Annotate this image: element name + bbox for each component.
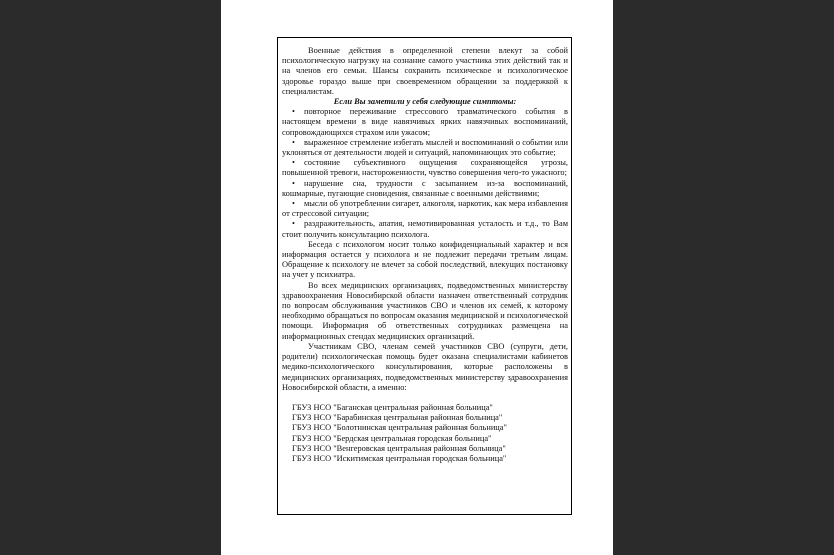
bullet-icon: • bbox=[292, 219, 295, 229]
hospital-item: ГБУЗ НСО "Баганская центральная районная больница" bbox=[292, 402, 493, 412]
symptom-text: выраженное стремление избегать мыслей и воспоминаний о событии или уклоняться от деятельности людей и ситуаций, напоминающих это событие; bbox=[282, 137, 568, 158]
list-item bbox=[282, 107, 568, 138]
list-item bbox=[282, 199, 568, 219]
hospital-item: ГБУЗ НСО "Барабинская центральная районная больница" bbox=[292, 413, 503, 423]
confidentiality-paragraph: Беседа с психологом носит только конфиденциальный характер и вся информация остается у психолога и не подлежит передачи третьим лицам. Обращение к психологу не влечет за собой последствий, влекущих постановку на учет у психиатра. bbox=[282, 239, 568, 280]
symptoms-list bbox=[282, 107, 568, 240]
bullet-icon: • bbox=[292, 137, 295, 147]
hospital-list bbox=[282, 403, 568, 464]
list-item bbox=[282, 219, 568, 239]
responsible-staff-paragraph: Во всех медицинских организациях, подведомственных министерству здравоохранения Новосибирской области назначен ответственный сотрудник по вопросам обслуживания участников СВО и членов их семей, к которому необходимо обращаться по вопросам оказания медицинской и психологической помощи. Информация об ответственных сотрудниках размещена на информационных стендах медицинских организаций. bbox=[282, 280, 568, 341]
symptom-text: повторное переживание стрессового травматического события в настоящем времени в виде навязчивых ярких навязчивых воспоминаний, сопровождающихся страхом или ужасом; bbox=[282, 107, 568, 137]
list-item bbox=[282, 179, 568, 199]
bullet-icon: • bbox=[292, 158, 295, 168]
symptom-text: мысли об употреблении сигарет, алкоголя, наркотик, как мера избавления от стрессовой ситуации; bbox=[282, 199, 568, 219]
list-item bbox=[282, 158, 568, 178]
symptom-text: раздражительность, апатия, немотивированная усталость и т.д., то Вам стоит получить консультацию психолога. bbox=[282, 219, 568, 239]
symptoms-heading: Если Вы заметили у себя следующие симптомы: bbox=[333, 97, 517, 107]
hospital-item: ГБУЗ НСО "Бердская центральная городская больница" bbox=[292, 433, 492, 443]
document-page bbox=[221, 0, 613, 555]
bullet-icon: • bbox=[292, 199, 295, 209]
spacer bbox=[282, 393, 568, 403]
hospital-item: ГБУЗ НСО "Болотнинская центральная районная больница" bbox=[292, 423, 507, 433]
hospital-item: ГБУЗ НСО "Искитимская центральная городская больница" bbox=[292, 453, 507, 463]
bullet-icon: • bbox=[292, 178, 295, 188]
symptom-text: состояние субъективного ощущения сохраняющейся угрозы, повышенной тревоги, настороженности, чувство совершения чего-то ужасного; bbox=[282, 158, 568, 178]
symptom-text: нарушение сна, трудности с засыпанием из-за воспоминаний, кошмарные, пугающие сновидения, связанные с военными действиями; bbox=[282, 178, 568, 198]
content-frame bbox=[277, 37, 572, 515]
hospital-item: ГБУЗ НСО "Венгеровская центральная районная больница" bbox=[292, 443, 506, 453]
families-paragraph: Участникам СВО, членам семей участников СВО (супруги, дети, родители) психологическая помощь будет оказана специалистами кабинетов медико-психологического консультирования, которые расположены в медицинских организациях, подведомственных министерству здравоохранения Новосибирской области, а именно: bbox=[282, 341, 568, 392]
intro-paragraph: Военные действия в определенной степени влекут за собой психологическую нагрузку на сознание самого участника этих действий так и на членов его семьи. Шансы сохранить психическое и психологическое здоровье гораздо выше при своевременном обращении за поддержкой к специалистам. bbox=[282, 46, 568, 96]
bullet-icon: • bbox=[292, 107, 295, 117]
list-item bbox=[282, 138, 568, 158]
